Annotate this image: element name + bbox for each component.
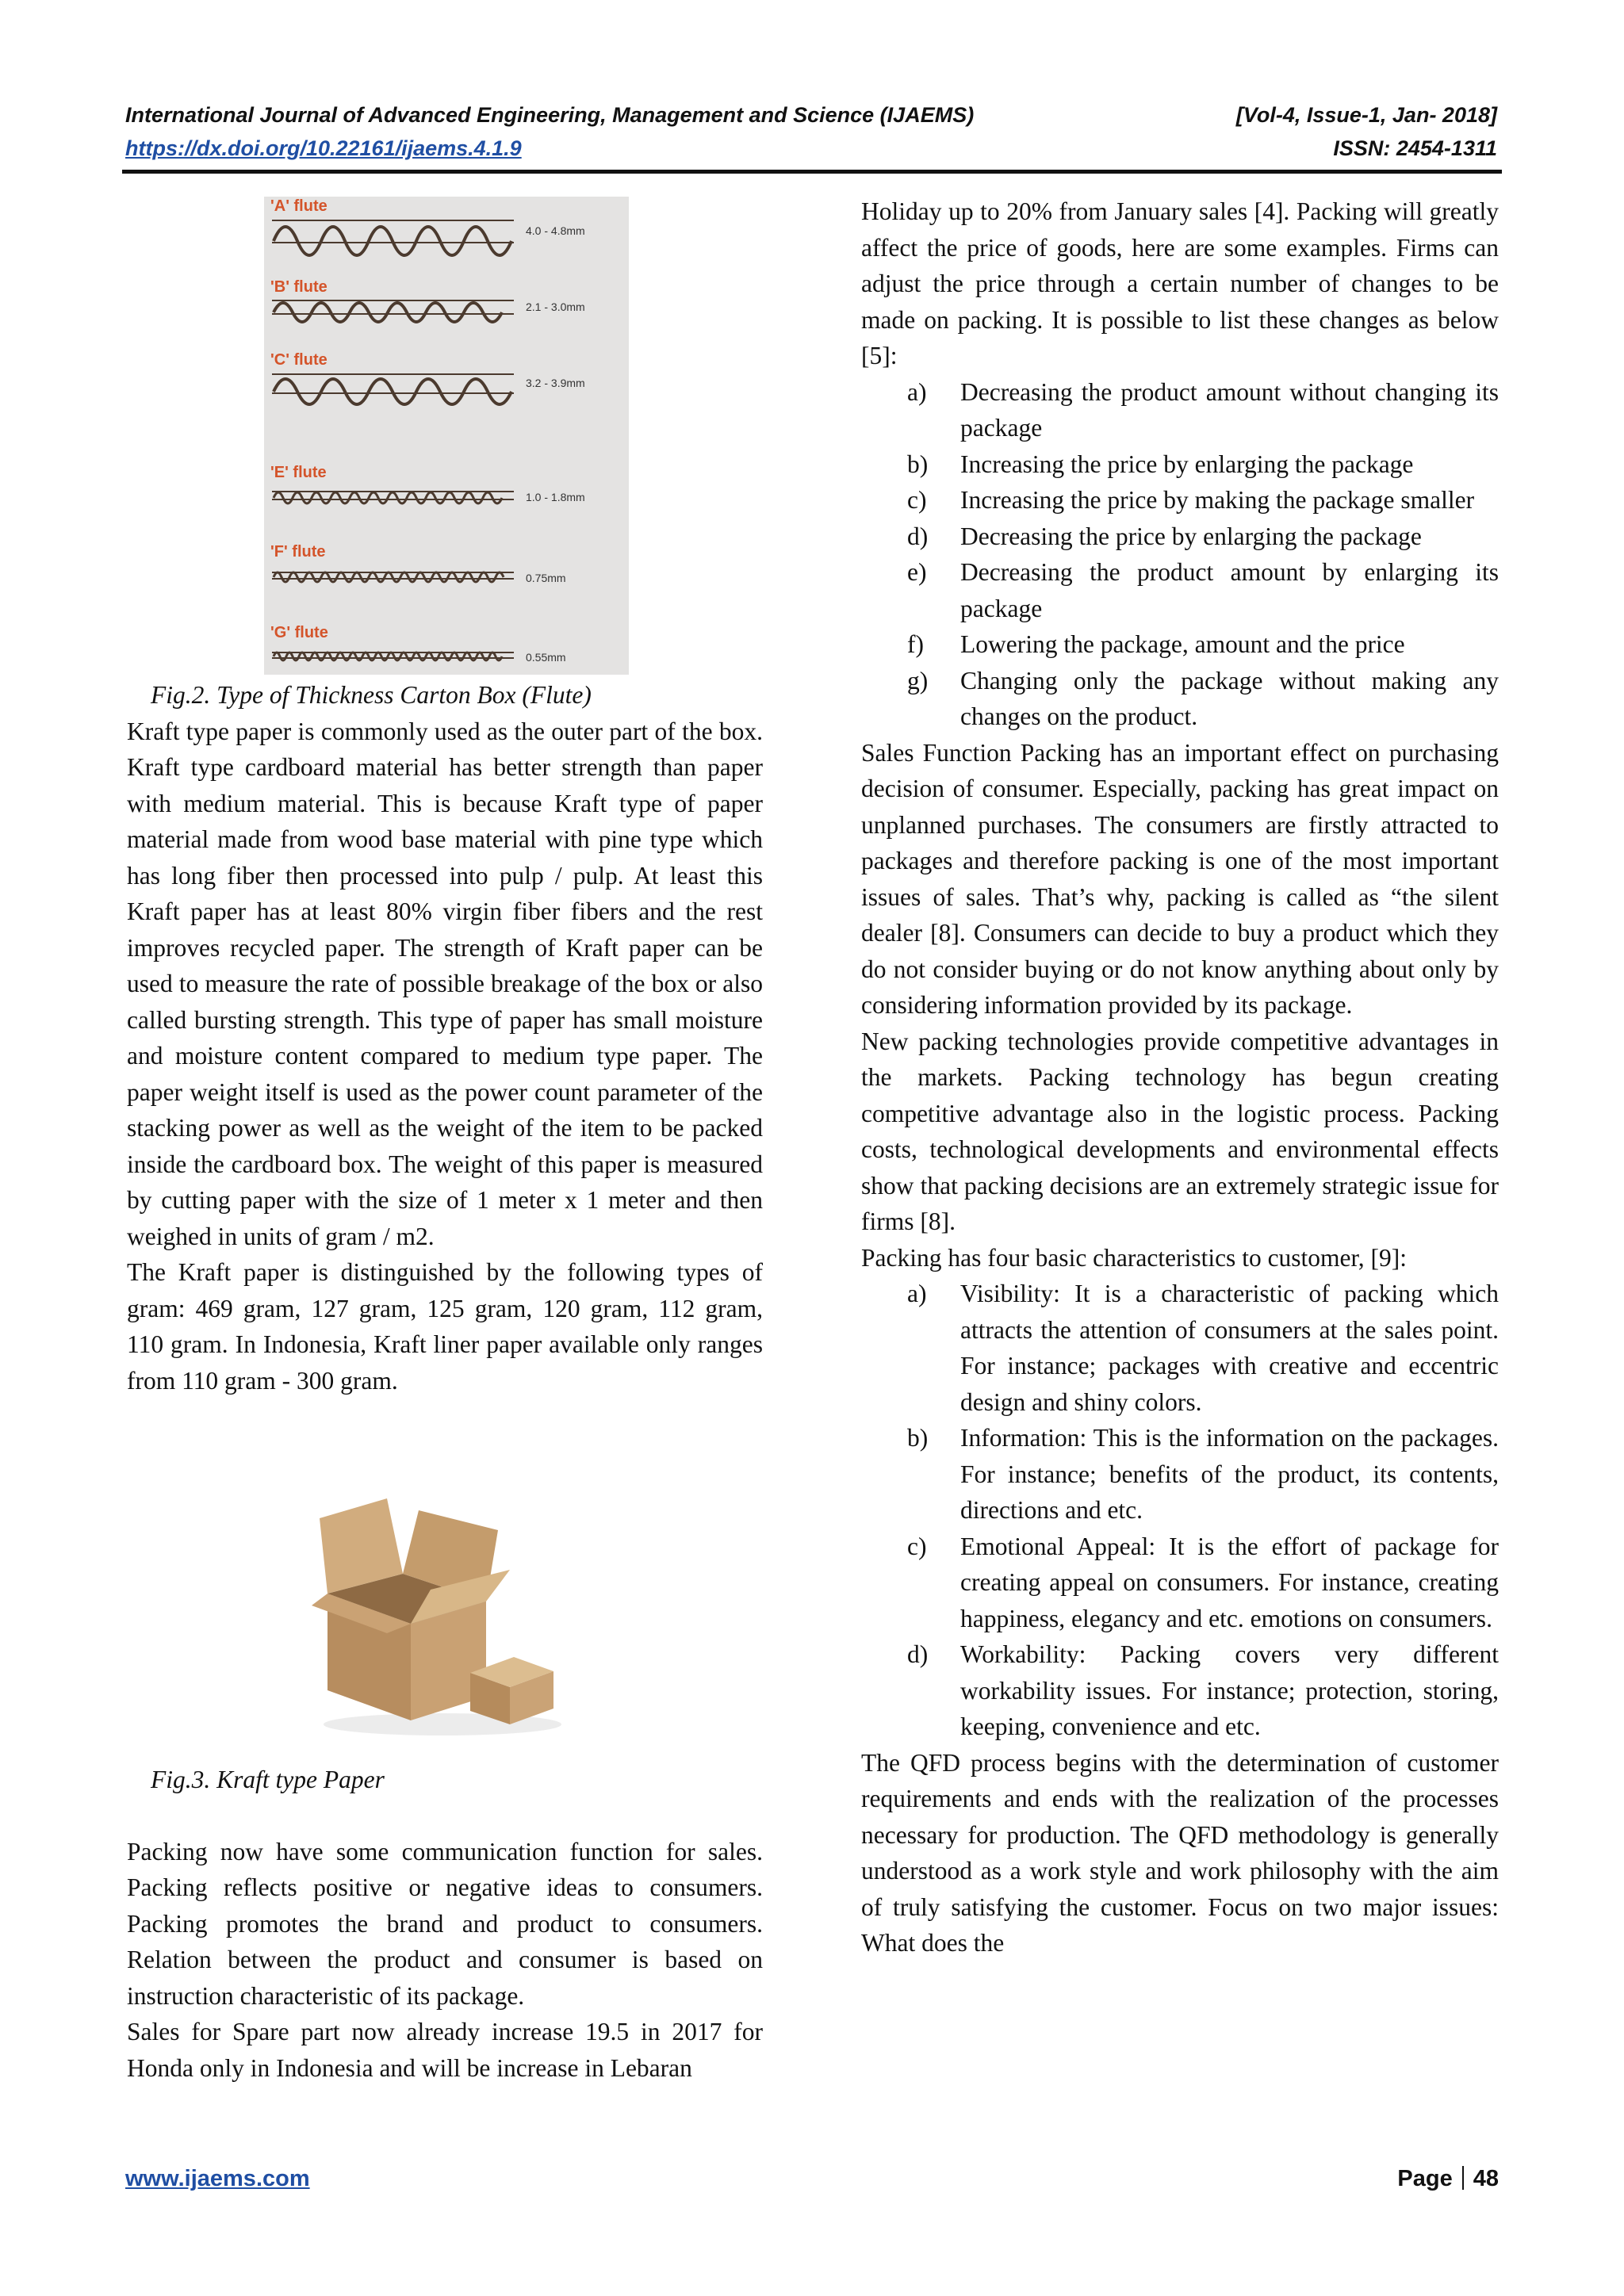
list-item: c) Emotional Appeal: It is the effort of package for creating appeal on consumers. For instance, creating happiness, elegancy and etc. emotions on consumers. (907, 1532, 1499, 1632)
volume-info: [Vol-4, Issue-1, Jan- 2018] (1235, 103, 1497, 127)
page-number (1397, 2166, 1499, 2192)
list-item: b) Information: This is the information on the packages. For instance; benefits of the product, its contents, directions and etc. (907, 1424, 1499, 1524)
journal-title: International Journal of Advanced Engineering, Management and Science (IJAEMS) (125, 103, 975, 127)
flute-b-wave (274, 303, 502, 322)
flute-g-wave (274, 652, 502, 660)
flute-a-label: 'A' flute (270, 197, 327, 215)
flute-f-wave (274, 572, 504, 582)
list-item: f) Lowering the package, amount and the price (907, 630, 1405, 658)
footer-site-link[interactable]: www.ijaems.com (125, 2166, 310, 2191)
list-item: c) Increasing the price by making the package smaller (907, 486, 1475, 514)
price-paragraph: Holiday up to 20% from January sales [4]. Packing will greatly affect the price of goods, here are some examples. Firms can adjust the price through a certain number of changes to be made on packing. It is possible to list these changes as below [5]: (861, 197, 1499, 369)
flute-b-label: 'B' flute (270, 278, 327, 296)
page-number-value: 48 (1473, 2166, 1499, 2191)
spacer (127, 1798, 763, 1834)
flute-g-size: 0.55mm (526, 651, 566, 664)
flute-c-size: 3.2 - 3.9mm (526, 377, 585, 389)
list-item: d) Decreasing the price by enlarging the package (907, 522, 1422, 550)
list-item: d) Workability: Packing covers very different workability issues. For instance; protection, storing, keeping, convenience and etc. (907, 1640, 1499, 1740)
sales-function-paragraph: Sales Function Packing has an important effect on purchasing decision of consumer. Especially, packing has great impact on unplanned purchases. The consumers are firstly attracted to packages and therefore packing is one of the most important issues of sales. That’s why, packing is called as “the silent dealer [8]. Consumers can decide to buy a product which they do not consider buying or do not know anything about only by considering information provided by its package. (861, 738, 1499, 1019)
flute-types-figure (264, 197, 629, 675)
doi-link[interactable]: https://dx.doi.org/10.22161/ijaems.4.1.9 (125, 136, 522, 160)
technology-paragraph: New packing technologies provide competitive advantages in the markets. Packing technology has begun creating competitive advantage also in the logistic process. Packing costs, technological developments and environmental effects show that packing decisions are an extremely strategic issue for firms [8]. (861, 1027, 1499, 1235)
flute-g-label: 'G' flute (270, 624, 328, 641)
flute-a-size: 4.0 - 4.8mm (526, 224, 585, 237)
flute-diagram (264, 197, 629, 675)
flute-b-size: 2.1 - 3.0mm (526, 300, 585, 313)
list-item: a) Decreasing the product amount without changing its package (907, 377, 1499, 442)
packing-paragraph: Packing now have some communication function for sales. Packing reflects positive or negative ideas to consumers. Packing promotes the brand and product to consumers. Relation between the product and consumer is based on instruction characteristic of its package. (127, 1837, 763, 2010)
sales-paragraph: Sales for Spare part now already increase 19.5 in 2017 for Honda only in Indonesia and will be increase in Lebaran (127, 2018, 763, 2082)
list-item: b) Increasing the price by enlarging the package (907, 450, 1414, 478)
kraft-paragraph-1: Kraft type paper is commonly used as the outer part of the box. Kraft type cardboard material has better strength than paper with medium material. This is because Kraft type of paper material made from wood base material with pine type which has long fiber then processed into pulp / pulp. At least this Kraft paper has at least 80% virgin fiber fibers and the rest improves recycled paper. The strength of Kraft paper can be used to measure the rate of possible breakage of the box or also called bursting strength. This type of paper has small moisture and moisture content compared to medium type paper. The paper weight itself is used as the power count parameter of the stacking power as well as the weight of the item to be packed inside the cardboard box. The weight of this paper is measured by cutting paper with the size of 1 meter x 1 meter and then weighed in units of gram / m2. (127, 717, 763, 1250)
page-separator (1462, 2166, 1464, 2190)
flute-c-wave (274, 379, 511, 404)
left-column-lower (127, 1762, 763, 2086)
page-label: Page (1397, 2166, 1453, 2191)
header-rule (122, 170, 1502, 174)
list-item: g) Changing only the package without making any changes on the product. (907, 666, 1499, 730)
flute-e-size: 1.0 - 1.8mm (526, 491, 585, 503)
right-column (861, 193, 1499, 1961)
list-item: a) Visibility: It is a characteristic of packing which attracts the attention of consumers at the sales point. For instance; packages with creative and eccentric design and shiny colors. (907, 1280, 1499, 1416)
kraft-box-drawing (312, 1483, 573, 1744)
kraft-paragraph-2: The Kraft paper is distinguished by the following types of gram: 469 gram, 127 gram, 125 gram, 120 gram, 112 gram, 110 gram. In Indonesia, Kraft liner paper available only ranges from 110 gram - 300 gram. (127, 1258, 763, 1395)
characteristics-list (861, 1276, 1499, 1745)
issn: ISSN: 2454-1311 (1333, 136, 1497, 160)
flute-e-label: 'E' flute (270, 464, 327, 481)
kraft-box-image (312, 1483, 573, 1744)
fig2-caption: Fig.2. Type of Thickness Carton Box (Flute) (151, 681, 592, 709)
characteristics-intro: Packing has four basic characteristics to customer, [9]: (861, 1243, 1408, 1272)
fig3-caption: Fig.3. Kraft type Paper (151, 1766, 385, 1793)
qfd-paragraph: The QFD process begins with the determination of customer requirements and ends with the realization of the processes necessary for production. The QFD methodology is generally understood as a work style and work philosophy with the aim of truly satisfying the customer. Focus on two major issues: What does the (861, 1748, 1499, 1957)
flute-e-wave (274, 492, 502, 503)
flute-a-wave (274, 227, 511, 255)
flute-c-label: 'C' flute (270, 351, 327, 369)
left-column (127, 677, 763, 1399)
price-changes-list (861, 374, 1499, 735)
flute-f-size: 0.75mm (526, 572, 566, 584)
flute-f-label: 'F' flute (270, 543, 326, 561)
list-item: e) Decreasing the product amount by enlarging its package (907, 558, 1499, 622)
